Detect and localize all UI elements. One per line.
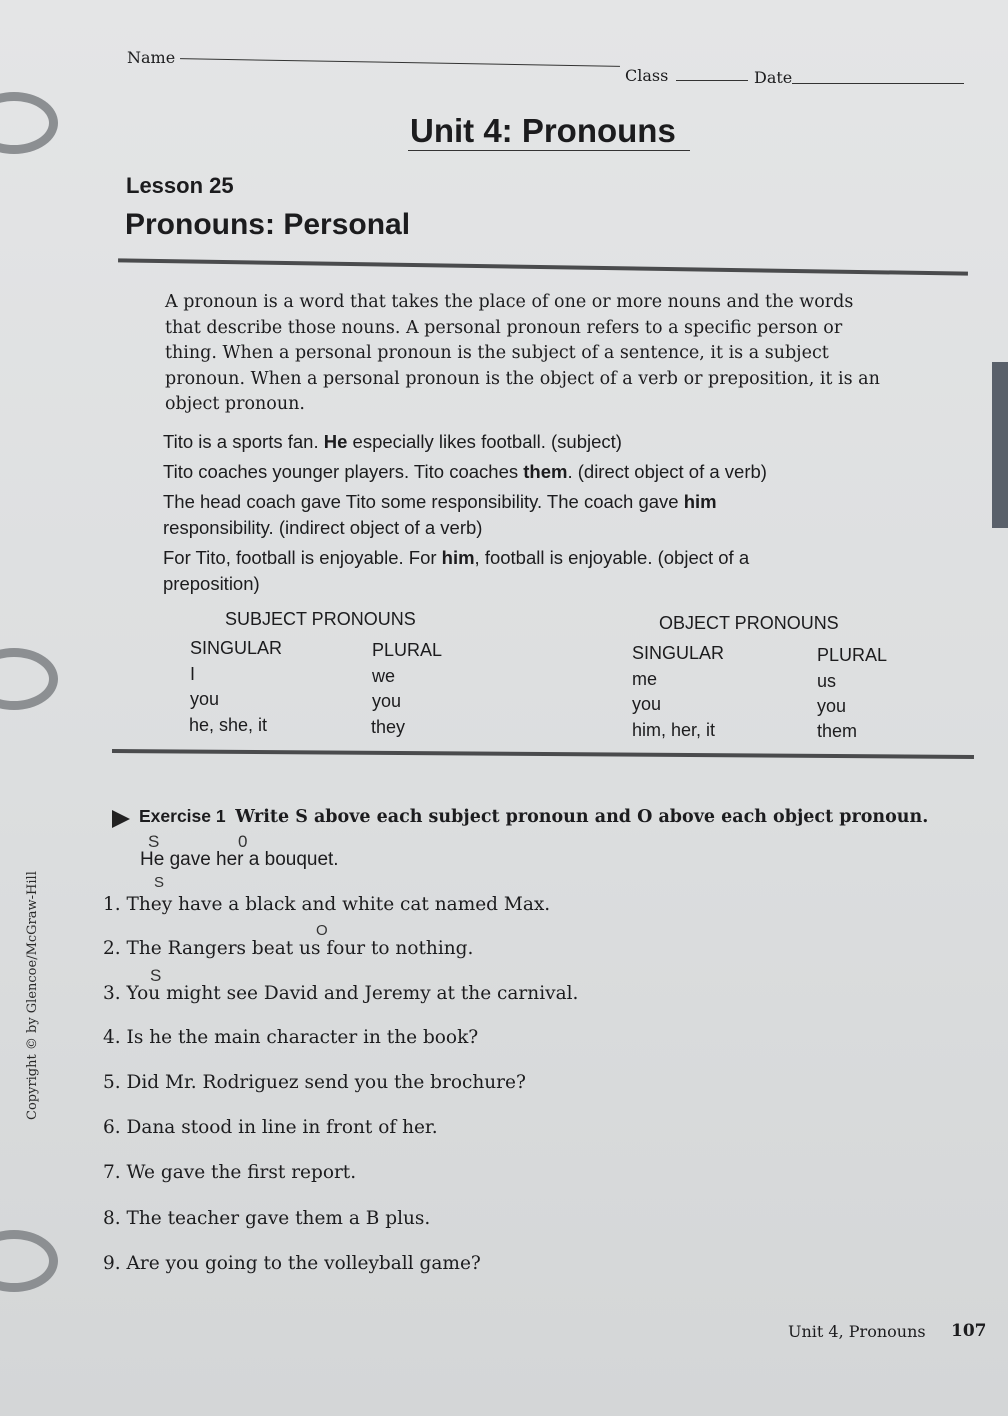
copyright-notice: Copyright © by Glencoe/McGraw-Hill — [25, 871, 40, 1120]
handwritten-mark-item2: O — [316, 922, 328, 939]
subject-plural-cell: they — [371, 717, 406, 737]
intro-line: pronoun. When a personal pronoun is the object of a verb or preposition, it is an — [165, 368, 880, 389]
handwritten-mark-item1: S — [154, 874, 165, 891]
exercise-instruction: Write S above each subject pronoun and O above each object pronoun. — [235, 807, 929, 827]
sample-mark-o: 0 — [238, 832, 248, 851]
exercise-item: 8. The teacher gave them a B plus. — [103, 1208, 431, 1229]
class-field-line[interactable] — [676, 80, 748, 81]
subject-plural-cell: we — [372, 666, 396, 686]
object-singular-cell: me — [632, 669, 658, 689]
object-singular-cell: him, her, it — [632, 720, 716, 740]
exercise-heading — [139, 806, 928, 827]
examples-block — [163, 428, 923, 597]
name-label: Name — [127, 48, 176, 67]
object-singular-heading: SINGULAR — [632, 643, 725, 663]
exercise-item: 3. You might see David and Jeremy at the carnival. — [103, 983, 579, 1004]
name-field-line[interactable] — [180, 58, 620, 67]
top-rule — [118, 258, 968, 275]
example-line: preposition) — [163, 573, 260, 594]
lesson-label: Lesson 25 — [126, 173, 234, 198]
object-plural-cell: you — [817, 696, 847, 716]
exercise-item: 1. They have a black and white cat named Max. — [103, 894, 551, 915]
date-label: Date — [754, 68, 793, 87]
exercise-item: 7. We gave the first report. — [103, 1162, 357, 1183]
object-plural-cell: us — [817, 671, 837, 691]
sample-mark-s: S — [148, 832, 160, 851]
example-line: Tito is a sports fan. He especially likes football. (subject) — [163, 431, 622, 452]
example-line: responsibility. (indirect object of a verb) — [163, 517, 483, 538]
object-pronouns-heading: OBJECT PRONOUNS — [659, 613, 839, 633]
intro-line: thing. When a personal pronoun is the subject of a sentence, it is a subject — [165, 343, 829, 363]
exercise-item: 4. Is he the main character in the book? — [103, 1027, 479, 1048]
exercise-item: 9. Are you going to the volleyball game? — [103, 1253, 481, 1274]
intro-line: that describe those nouns. A personal pronoun refers to a specific person or — [165, 317, 843, 338]
exercise-item: 2. The Rangers beat us four to nothing. — [103, 938, 474, 959]
object-plural-heading: PLURAL — [817, 645, 888, 665]
subject-singular-cell: you — [190, 689, 220, 709]
subject-pronouns-heading: SUBJECT PRONOUNS — [225, 609, 416, 629]
subject-plural-cell: you — [372, 691, 402, 711]
exercise-item: 5. Did Mr. Rodriguez send you the brochure? — [103, 1072, 526, 1093]
footer-unit-text: Unit 4, Pronouns — [788, 1322, 926, 1341]
example-line: The head coach gave Tito some responsibility. The coach gave him — [163, 491, 717, 512]
object-plural-cell: them — [817, 721, 858, 741]
unit-title: Unit 4: Pronouns — [410, 112, 676, 149]
subject-plural-heading: PLURAL — [372, 640, 443, 660]
exercise-arrow-icon — [112, 810, 130, 828]
date-field-line[interactable] — [792, 83, 964, 84]
example-line: Tito coaches younger players. Tito coaches them. (direct object of a verb) — [163, 461, 767, 482]
exercise-label: Exercise 1 — [139, 806, 226, 826]
table-bottom-rule — [112, 749, 974, 759]
intro-line: A pronoun is a word that takes the place of one or more nouns and the words — [165, 292, 854, 312]
class-label: Class — [625, 66, 669, 85]
example-line: For Tito, football is enjoyable. For him, football is enjoyable. (object of a — [163, 547, 750, 568]
exercise-item: 6. Dana stood in line in front of her. — [103, 1117, 438, 1138]
page-number: 107 — [951, 1321, 987, 1341]
lesson-title: Pronouns: Personal — [125, 208, 411, 241]
binder-ring-bottom — [0, 1230, 58, 1292]
intro-line: object pronoun. — [165, 394, 305, 414]
binder-ring-middle — [0, 648, 58, 710]
unit-title-underline — [408, 150, 690, 151]
handwritten-mark-item3: S — [150, 966, 162, 985]
intro-paragraph — [165, 290, 925, 418]
binder-ring-top — [0, 92, 58, 154]
subject-singular-cell: I — [190, 664, 196, 684]
subject-singular-heading: SINGULAR — [190, 638, 283, 658]
object-singular-cell: you — [632, 694, 662, 714]
sample-sentence: He gave her a bouquet. — [140, 849, 339, 870]
subject-singular-cell: he, she, it — [189, 715, 268, 735]
page-edge-tab — [992, 362, 1008, 528]
